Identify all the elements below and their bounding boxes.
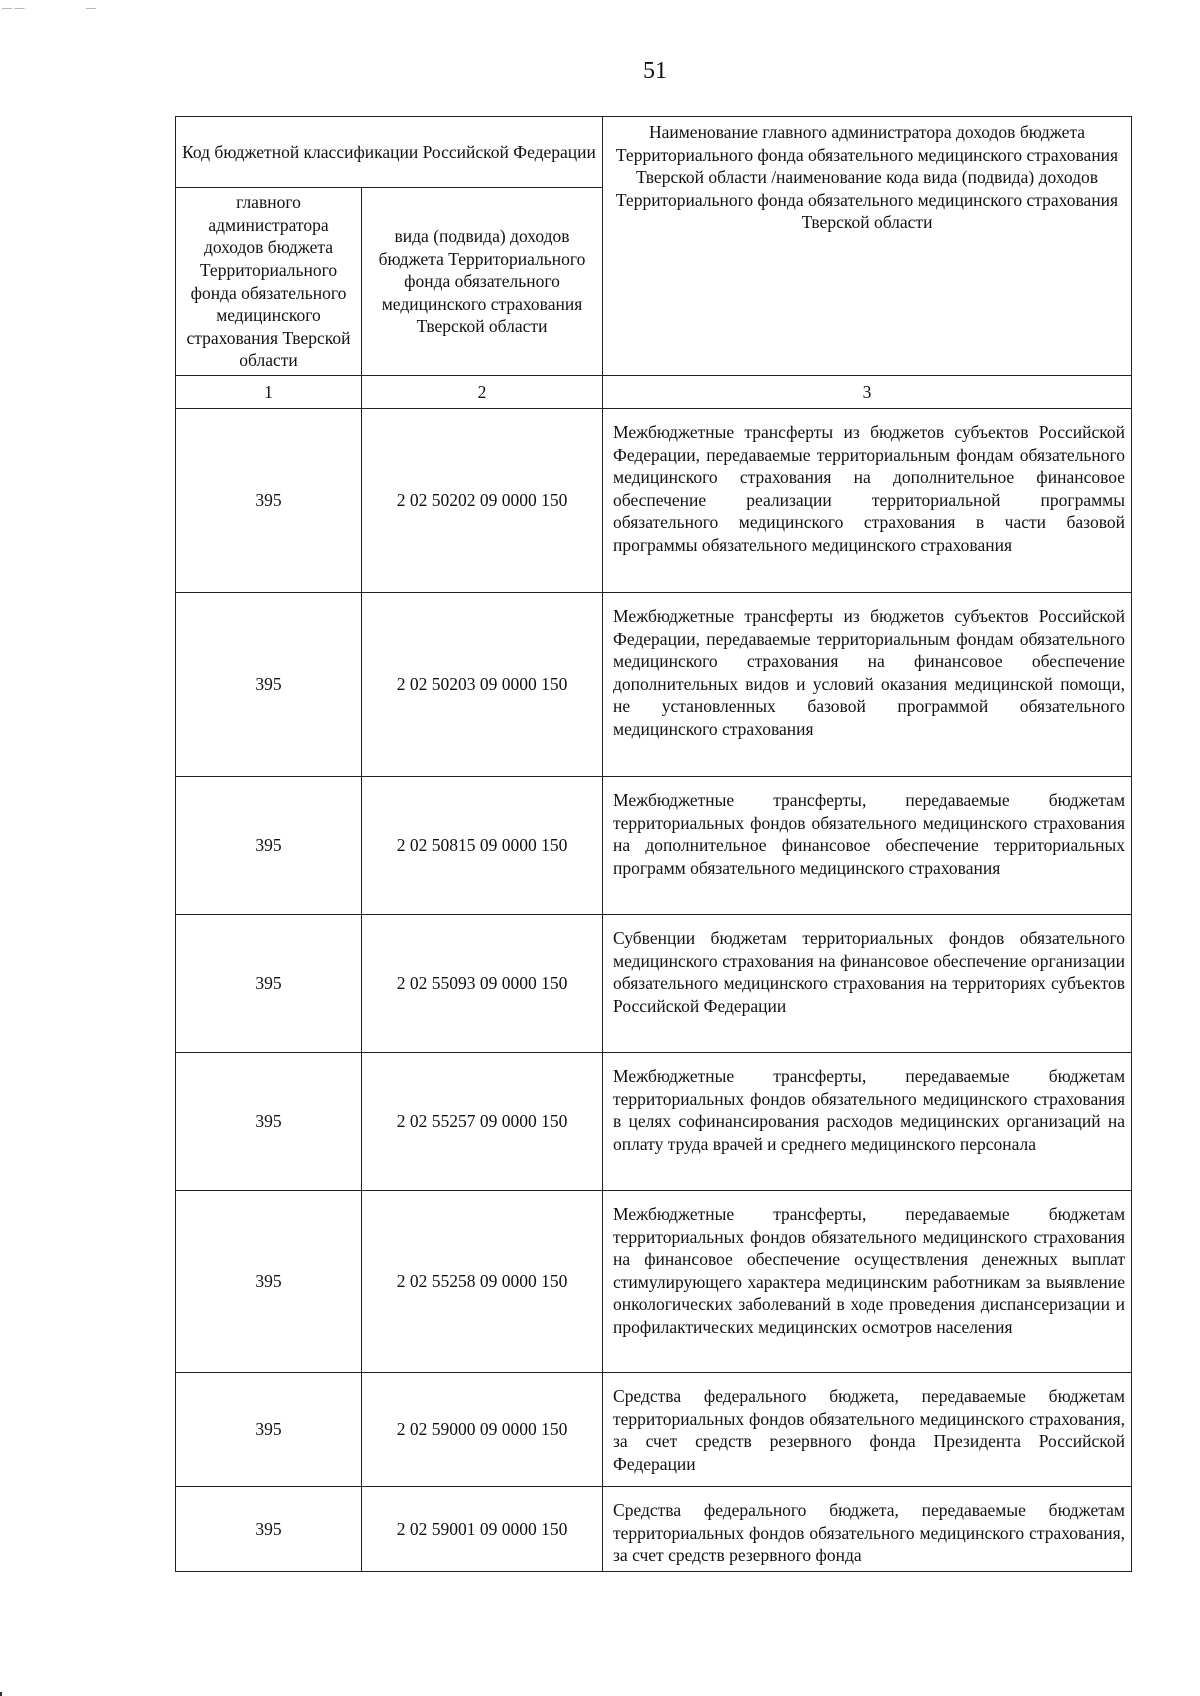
scan-edge-mark	[0, 1692, 2, 1696]
table-row	[176, 593, 1132, 777]
admin-code-cell: 395	[176, 1487, 362, 1572]
column-numbers-row	[176, 376, 1132, 409]
income-name-cell: Межбюджетные трансферты из бюджетов субъектов Российской Федерации, передаваемые территориальным фондам обязательного медицинского страхования на финансовое обеспечение дополнительных видов и условий оказания медицинской помощи, не установленных базовой программой обязательного медицинского страхования	[603, 593, 1132, 777]
budget-classification-table	[175, 116, 1132, 1572]
header-row-group	[176, 117, 1132, 188]
income-code-cell: 2 02 50815 09 0000 150	[362, 777, 603, 915]
table-row	[176, 1191, 1132, 1373]
admin-code-cell: 395	[176, 915, 362, 1053]
income-code-cell: 2 02 50202 09 0000 150	[362, 409, 603, 593]
admin-code-cell: 395	[176, 1191, 362, 1373]
table-row	[176, 1487, 1132, 1572]
scan-corner-mark-right: —	[86, 3, 96, 14]
header-chief-administrator-code: главного администратора доходов бюджета Территориального фонда обязательного медицинского страхования Тверской области	[176, 188, 362, 376]
income-name-cell: Средства федерального бюджета, передаваемые бюджетам территориальных фондов обязательного медицинского страхования, за счет средств резервного фонда Президента Российской Федерации	[603, 1373, 1132, 1487]
income-name-cell: Средства федерального бюджета, передаваемые бюджетам территориальных фондов обязательного медицинского страхования, за счет средств резервного фонда	[603, 1487, 1132, 1572]
admin-code-cell: 395	[176, 1373, 362, 1487]
income-name-cell: Межбюджетные трансферты из бюджетов субъектов Российской Федерации, передаваемые территориальным фондам обязательного медицинского страхования на дополнительное финансовое обеспечение реализации территориальной программы обязательного медицинского страхования в части базовой программы обязательного медицинского страхования	[603, 409, 1132, 593]
income-code-cell: 2 02 59000 09 0000 150	[362, 1373, 603, 1487]
income-name-cell: Межбюджетные трансферты, передаваемые бюджетам территориальных фондов обязательного медицинского страхования на дополнительное финансовое обеспечение территориальных программ обязательного медицинского страхования	[603, 777, 1132, 915]
income-code-cell: 2 02 59001 09 0000 150	[362, 1487, 603, 1572]
scan-corner-mark-left: — —	[2, 3, 25, 14]
table-row	[176, 777, 1132, 915]
admin-code-cell: 395	[176, 593, 362, 777]
table-row	[176, 1373, 1132, 1487]
page-number: 51	[643, 58, 667, 84]
header-budget-classification-code: Код бюджетной классификации Российской Федерации	[176, 117, 603, 188]
header-administrator-name: Наименование главного администратора доходов бюджета Территориального фонда обязательного медицинского страхования Тверской области /наименование кода вида (подвида) доходов Территориального фонда обязательного медицинского страхования Тверской области	[603, 117, 1132, 376]
income-code-cell: 2 02 55258 09 0000 150	[362, 1191, 603, 1373]
income-name-cell: Субвенции бюджетам территориальных фондов обязательного медицинского страхования на финансовое обеспечение организации обязательного медицинского страхования на территориях субъектов Российской Федерации	[603, 915, 1132, 1053]
income-name-cell: Межбюджетные трансферты, передаваемые бюджетам территориальных фондов обязательного медицинского страхования в целях софинансирования расходов медицинских организаций на оплату труда врачей и среднего медицинского персонала	[603, 1053, 1132, 1191]
table-row	[176, 1053, 1132, 1191]
column-number-3: 3	[603, 376, 1132, 409]
income-code-cell: 2 02 55093 09 0000 150	[362, 915, 603, 1053]
admin-code-cell: 395	[176, 777, 362, 915]
admin-code-cell: 395	[176, 1053, 362, 1191]
table-row	[176, 409, 1132, 593]
income-name-cell: Межбюджетные трансферты, передаваемые бюджетам территориальных фондов обязательного медицинского страхования на финансовое обеспечение осуществления денежных выплат стимулирующего характера медицинским работникам за выявление онкологических заболеваний в ходе проведения диспансеризации и профилактических медицинских осмотров населения	[603, 1191, 1132, 1373]
header-income-type-code: вида (подвида) доходов бюджета Территориального фонда обязательного медицинского страхования Тверской области	[362, 188, 603, 376]
column-number-1: 1	[176, 376, 362, 409]
admin-code-cell: 395	[176, 409, 362, 593]
income-code-cell: 2 02 50203 09 0000 150	[362, 593, 603, 777]
table-row	[176, 915, 1132, 1053]
income-code-cell: 2 02 55257 09 0000 150	[362, 1053, 603, 1191]
column-number-2: 2	[362, 376, 603, 409]
